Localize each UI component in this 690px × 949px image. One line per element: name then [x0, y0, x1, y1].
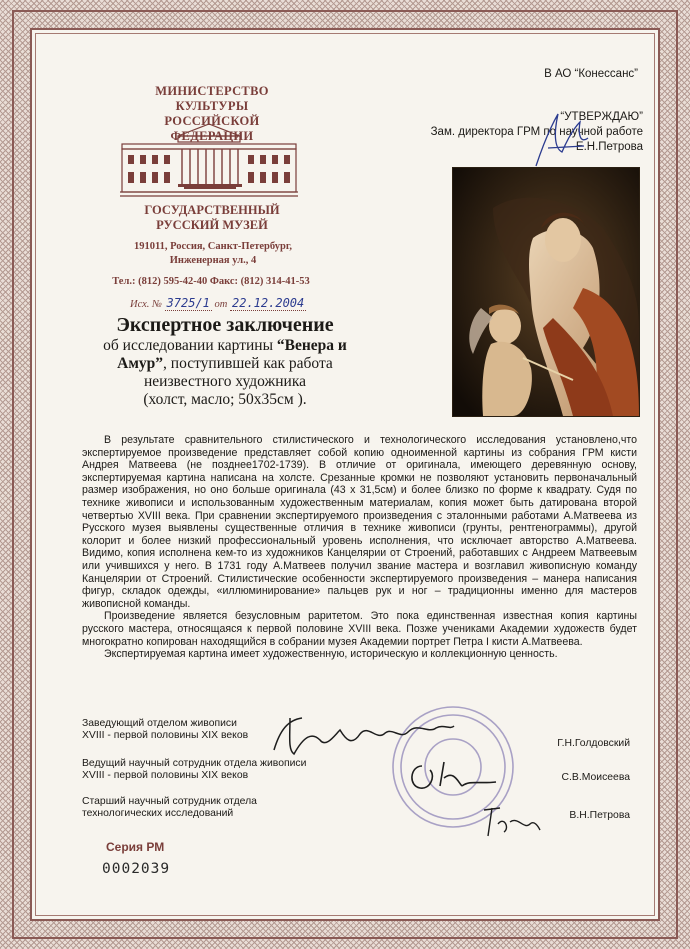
serial-number: 0002039: [102, 861, 171, 877]
outgoing-date: 22.12.2004: [232, 296, 305, 310]
paragraph-3: Экспертируемая картина имеет художественную, историческую и коллекционную ценность.: [104, 648, 558, 661]
approval-title: “УТВЕРЖДАЮ”: [560, 111, 643, 123]
museum-address: 191011, Россия, Санкт-Петербург, Инженерная ул., 4: [133, 241, 293, 266]
signatory-3-title: Старший научный сотрудник отдела технологических исследований: [82, 796, 257, 819]
signatory-1-name: Г.Н.Голдовский: [557, 738, 630, 749]
signature-3: [474, 802, 544, 842]
approval-signature: [528, 108, 598, 172]
museum-name: ГОСУДАРСТВЕННЫЙ РУССКИЙ МУЗЕЙ: [144, 203, 280, 232]
conclusion-body: [82, 434, 637, 661]
museum-building-logo: [118, 122, 300, 200]
paragraph-2: Произведение является безусловным раритетом. Это пока единственная известная копия картины русского мастера, относящаяся к первой половине XVIII века. Позже учениками Академии художеств будет многократно копирован находящийся в собрании музея Академии портрет Петра I кисти А.Матвеева.: [82, 610, 637, 648]
approval-position: Зам. директора ГРМ по научной работе: [430, 126, 643, 138]
outgoing-number: 3725/1: [166, 296, 210, 310]
venus-and-cupid-image: [453, 168, 639, 416]
signatory-2-title: Ведущий научный сотрудник отдела живописи XVIII - первой половины XIX веков: [82, 758, 307, 781]
series-label: Серия РМ: [106, 840, 165, 854]
painting-photo: [452, 167, 640, 417]
outgoing-reference: Исх. № 3725/1 от 22.12.2004: [130, 296, 305, 310]
paragraph-1: В результате сравнительного стилистического и технологического исследования установлено,что экспертируемое произведение представляет собой копию одноименной картины из собрания ГРМ кисти Андрея Матвеева (не позднее1702-1739). В отличие от оригинала, имеющего деревянную основу, экспертируемая картина написана на холсте. Срезанные кромки не позволяют установить первоначальный размер изображения, но оно больше оригинала (43 х 31,5см) и более близко по форме к квадрату. Судя по технике живописи и использованным художественным материалам, копия может быть датирована второй четвертью XVIII века. При сравнении экспертируемого произведения с эталонными работами А.Матвеева из Русского музея выявлены существенные отличия в технике живописи (грунты, рентгенограммы), другой колорит и более низкий профессиональный уровень исполнения, что исключает авторство А.Матвеева. Видимо, копия исполнена кем-то из художников Канцелярии от Строений, работавших с Андреем Матвеевым или учившихся у него. В 1731 году А.Матвеев получил звание мастера и возглавил живописную команду Канцелярии от Строений. Стилистические особенности экспертируемого произведения – манера написания фигур, складок одежды, «иллюминирование» пальцев рук и ног – традиционны именно для мастеров живописной команды.: [82, 434, 637, 610]
signature-1: [268, 710, 458, 760]
signature-2: [400, 756, 500, 796]
approval-name: Е.Н.Петрова: [575, 141, 643, 153]
signatory-2-name: С.В.Моисеева: [561, 772, 630, 783]
signatory-1-title: Заведующий отделом живописи XVIII - первой половины XIX веков: [82, 718, 249, 741]
signatory-3-name: В.Н.Петрова: [569, 810, 630, 821]
ministry-heading: МИНИСТЕРСТВО КУЛЬТУРЫ РОССИЙСКОЙ ФЕДЕРАЦИИ: [155, 84, 269, 143]
recipient: В АО “Конессанс”: [544, 68, 638, 80]
document-title: Экспертное заключение об исследовании картины “Венера и Амур”, поступившей как работа неизвестного художника (холст, масло; 50х35см ).: [60, 313, 390, 409]
title-main: Экспертное заключение: [116, 314, 334, 336]
contact-phones: Тел.: (812) 595-42-40 Факс: (812) 314-41-53: [112, 276, 310, 287]
